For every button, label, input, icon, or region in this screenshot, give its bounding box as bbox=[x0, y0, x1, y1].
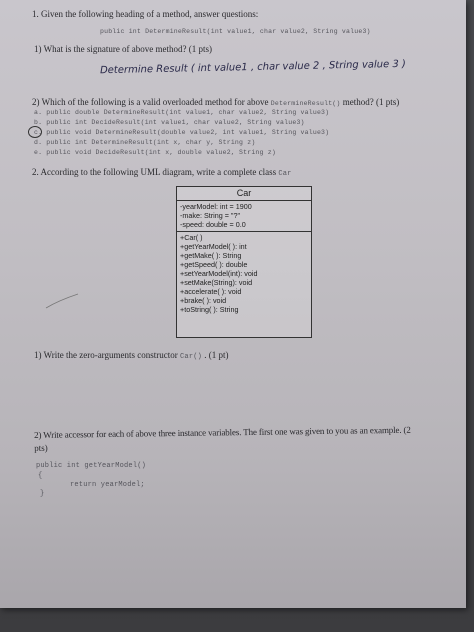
uml-operation: +brake( ): void bbox=[180, 296, 227, 305]
q2-class-ref: Car bbox=[278, 170, 292, 178]
uml-operation: +setMake(String): void bbox=[180, 278, 253, 287]
uml-attribute: -speed: double = 0.0 bbox=[180, 220, 246, 229]
uml-operations bbox=[177, 232, 311, 314]
q2-sub2-block bbox=[34, 424, 454, 453]
code-line: return yearModel; bbox=[70, 481, 145, 489]
q2-sub1-prefix: 1) Write the zero-arguments constructor bbox=[34, 350, 178, 360]
option-c: c. public void DetermineResult(double value2, int value1, String value3) bbox=[34, 129, 330, 136]
answer-circle-mark bbox=[28, 126, 42, 138]
option-b: b. public int DecideResult(int value1, char value2, String value3) bbox=[34, 119, 305, 126]
uml-operation: +Car( ) bbox=[180, 233, 203, 242]
uml-attribute: -yearModel: int = 1900 bbox=[180, 202, 252, 211]
q2-sub1 bbox=[34, 350, 229, 361]
q1-sub2-method: DetermineResult() bbox=[270, 100, 341, 107]
uml-attributes bbox=[177, 201, 311, 232]
q1-sub1: 1) What is the signature of above method? (1 pts) bbox=[34, 44, 213, 54]
uml-operation: +getYearModel( ): int bbox=[180, 242, 247, 251]
q2-header-text: 2. According to the following UML diagram, write a complete class bbox=[32, 167, 277, 177]
uml-operation: +toString( ): String bbox=[180, 305, 239, 314]
uml-operation: +getSpeed( ): double bbox=[180, 260, 248, 269]
q2-sub1-code: Car() bbox=[180, 353, 203, 361]
code-line: } bbox=[40, 490, 45, 498]
option-a: a. public double DetermineResult(int value1, char value2, String value3) bbox=[34, 109, 330, 116]
option-d: d. public int DetermineResult(int x, char y, String z) bbox=[34, 139, 256, 146]
uml-operation: +getMake( ): String bbox=[180, 251, 242, 260]
q1-sub2-suffix: method? (1 pts) bbox=[342, 97, 400, 107]
option-e: e. public void DecideResult(int x, double value2, String z) bbox=[34, 149, 276, 156]
q1-sub2-prefix: 2) Which of the following is a valid overloaded method for above bbox=[32, 97, 269, 107]
uml-class-diagram bbox=[176, 186, 312, 338]
q2-header bbox=[32, 167, 292, 178]
pencil-mark bbox=[44, 292, 80, 312]
q2-sub1-suffix: . (1 pt) bbox=[204, 350, 229, 360]
uml-attribute: -make: String = "?" bbox=[180, 211, 241, 220]
q2-sub2-cont: pts) bbox=[34, 442, 48, 453]
method-heading: public int DetermineResult(int value1, char value2, String value3) bbox=[100, 28, 371, 35]
uml-operation: +accelerate( ): void bbox=[180, 287, 242, 296]
q1-sub2 bbox=[32, 97, 399, 107]
handwritten-answer: Determine Result ( int value1 , char value 2 , String value 3 ) bbox=[99, 58, 406, 77]
uml-class-name: Car bbox=[177, 187, 311, 201]
q1-header: 1. Given the following heading of a method, answer questions: bbox=[32, 9, 259, 19]
q2-sub2: 2) Write accessor for each of above three instance variables. The first one was given to you as an example. (2 bbox=[34, 424, 411, 440]
code-line: { bbox=[38, 472, 43, 480]
uml-operation: +setYearModel(int): void bbox=[180, 269, 258, 278]
code-line: public int getYearModel() bbox=[36, 462, 147, 470]
